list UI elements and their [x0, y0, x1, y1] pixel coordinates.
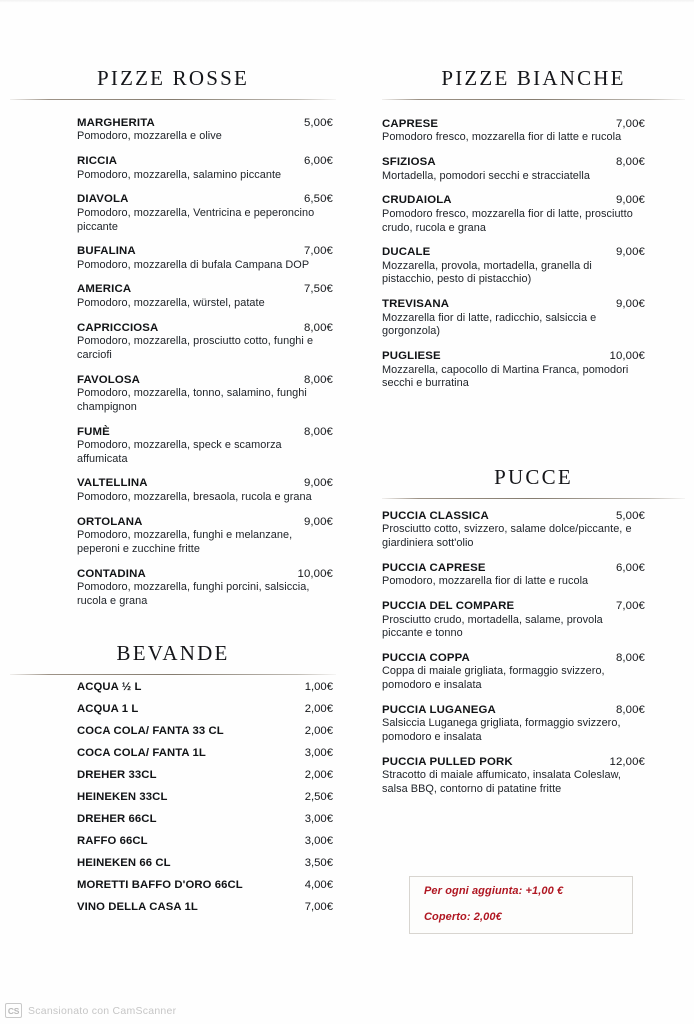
section-pizze-rosse-header [10, 66, 336, 100]
menu-item [77, 155, 333, 182]
menu-item-row [77, 516, 333, 529]
menu-list-bevande [77, 681, 333, 923]
menu-item [382, 118, 645, 145]
menu-item-row [382, 756, 645, 769]
menu-item-price: 5,00€ [615, 510, 645, 522]
section-title-bevande: BEVANDE [116, 641, 230, 665]
menu-item-price: 10,00€ [297, 567, 333, 580]
menu-item [77, 193, 333, 234]
menu-item [77, 516, 333, 557]
drink-price: 3,50€ [304, 857, 333, 869]
drink-price: 2,50€ [304, 791, 333, 803]
drink-row [77, 681, 333, 693]
menu-item-description: Mozzarella, provola, mortadella, granella di pistacchio, pesto di pistacchio) [382, 259, 592, 286]
drink-price: 2,00€ [304, 703, 333, 715]
menu-item-row [382, 298, 645, 311]
menu-list-pizze-bianche [382, 118, 645, 402]
menu-item-row [77, 155, 333, 168]
menu-item [382, 652, 645, 693]
drink-row [77, 791, 333, 803]
menu-item-description: Pomodoro, mozzarella e olive [77, 130, 222, 143]
menu-item [382, 704, 645, 745]
section-title-pucce: PUCCE [494, 465, 573, 489]
menu-item [77, 374, 333, 415]
menu-item [382, 246, 645, 287]
menu-item-row [77, 374, 333, 387]
menu-item-row [382, 562, 645, 575]
section-rule-pizze-rosse [10, 99, 336, 100]
drink-row [77, 725, 333, 737]
menu-item-description: Pomodoro, mozzarella, funghi porcini, salsiccia, rucola e grana [77, 581, 310, 607]
menu-item-row [77, 426, 333, 439]
menu-item-name: BUFALINA [77, 245, 136, 258]
menu-item-description: Mozzarella, capocollo di Martina Franca, pomodori secchi e burratina [382, 363, 629, 390]
menu-item-description: Pomodoro, mozzarella, speck e scamorza affumicata [77, 438, 282, 465]
menu-item-description: Prosciutto cotto, svizzero, salame dolce/piccante, e giardiniera sott'olio [382, 523, 632, 550]
section-rule-pizze-bianche [382, 99, 685, 100]
surcharge-note-box [409, 876, 633, 934]
menu-item-price: 9,00€ [303, 515, 333, 528]
menu-item-description: Pomodoro fresco, mozzarella fior di latte, prosciutto crudo, rucola e grana [382, 207, 633, 234]
menu-item-description: Coppa di maiale grigliata, formaggio svizzero, pomodoro e insalata [382, 665, 605, 692]
menu-item-name: FUMÈ [77, 425, 110, 438]
menu-item-row [77, 477, 333, 490]
drink-price: 2,00€ [304, 725, 333, 737]
menu-item-row [77, 117, 333, 130]
drink-name: MORETTI BAFFO D'ORO 66CL [77, 879, 243, 891]
menu-item-name: CAPRESE [382, 118, 439, 130]
drink-price: 3,00€ [304, 835, 333, 847]
menu-item [77, 322, 333, 363]
menu-item-name: PUGLIESE [382, 350, 441, 363]
drink-row [77, 857, 333, 869]
menu-item-description: Pomodoro, mozzarella, funghi e melanzane, peperoni e zucchine fritte [77, 529, 293, 555]
drink-price: 7,00€ [304, 901, 333, 913]
drink-name: VINO DELLA CASA 1L [77, 901, 198, 913]
drink-name: COCA COLA/ FANTA 1L [77, 747, 206, 759]
drink-row [77, 747, 333, 759]
section-bevande-header [10, 641, 336, 675]
menu-item-row [77, 322, 333, 335]
menu-item-name: TREVISANA [382, 298, 450, 311]
menu-item-row [382, 350, 645, 363]
menu-item-price: 7,50€ [303, 283, 333, 296]
drink-row [77, 769, 333, 781]
menu-item-name: MARGHERITA [77, 117, 155, 129]
menu-item [77, 245, 333, 272]
drink-price: 3,00€ [304, 813, 333, 825]
menu-item-price: 9,00€ [615, 246, 645, 259]
menu-item-description: Mozzarella fior di latte, radicchio, salsiccia e gorgonzola) [382, 311, 597, 338]
menu-item-name: CRUDAIOLA [382, 194, 452, 207]
menu-item [382, 562, 645, 589]
menu-item-price: 7,00€ [615, 600, 645, 613]
section-rule-bevande [10, 674, 336, 675]
drink-row [77, 813, 333, 825]
menu-item-row [382, 156, 645, 169]
menu-item-row [77, 193, 333, 206]
menu-item-row [382, 704, 645, 717]
menu-item-row [382, 652, 645, 665]
menu-item [77, 283, 333, 310]
menu-item-name: PUCCIA LUGANEGA [382, 703, 496, 716]
drink-row [77, 879, 333, 891]
drink-row [77, 835, 333, 847]
section-title-pizze-rosse: PIZZE ROSSE [97, 66, 249, 90]
drink-price: 3,00€ [304, 747, 333, 759]
menu-item-description: Mortadella, pomodori secchi e stracciatella [382, 169, 590, 182]
drink-name: ACQUA ½ L [77, 681, 142, 693]
camscanner-watermark [5, 1003, 176, 1018]
menu-item-name: DUCALE [382, 246, 431, 259]
menu-item [77, 117, 333, 144]
menu-item [382, 350, 645, 391]
menu-item-description: Pomodoro, mozzarella, salamino piccante [77, 168, 282, 181]
note-line-coperto: Coperto: 2,00€ [424, 911, 502, 924]
menu-item-price: 8,00€ [303, 373, 333, 386]
menu-item-price: 6,00€ [615, 561, 645, 574]
menu-item [77, 477, 333, 504]
menu-item-row [77, 283, 333, 296]
section-pucce-header [382, 465, 685, 499]
menu-item-name: PUCCIA COPPA [382, 652, 470, 665]
menu-item-description: Salsiccia Luganega grigliata, formaggio svizzero, pomodoro e insalata [382, 717, 621, 744]
menu-item-name: DIAVOLA [77, 193, 129, 206]
menu-item-price: 9,00€ [615, 298, 645, 311]
menu-item-row [382, 246, 645, 259]
drink-name: DREHER 66CL [77, 813, 157, 825]
menu-item-price: 8,00€ [615, 156, 645, 169]
menu-list-pizze-rosse [77, 117, 333, 619]
drink-price: 1,00€ [304, 681, 333, 693]
menu-item-name: VALTELLINA [77, 477, 148, 490]
menu-item-price: 12,00€ [609, 755, 645, 768]
menu-item-price: 7,00€ [615, 118, 645, 130]
menu-item [382, 756, 645, 797]
menu-item-name: RICCIA [77, 155, 118, 168]
menu-item-row [382, 510, 645, 523]
section-title-pizze-bianche: PIZZE BIANCHE [441, 66, 626, 90]
drink-name: HEINEKEN 33CL [77, 791, 168, 803]
menu-item-price: 9,00€ [303, 477, 333, 490]
menu-item-description: Pomodoro, mozzarella fior di latte e rucola [382, 575, 589, 588]
menu-item-name: CONTADINA [77, 567, 146, 580]
menu-item [77, 568, 333, 609]
drink-name: COCA COLA/ FANTA 33 CL [77, 725, 224, 737]
menu-list-pucce [382, 510, 645, 808]
menu-item [77, 426, 333, 467]
camscanner-badge-icon: CS [5, 1003, 22, 1018]
menu-item [382, 298, 645, 339]
camscanner-label: Scansionato con CamScanner [28, 1004, 177, 1017]
menu-item-row [382, 118, 645, 131]
menu-item-description: Pomodoro, mozzarella, würstel, patate [77, 296, 265, 309]
menu-item-description: Prosciutto crudo, mortadella, salame, provola piccante e tonno [382, 613, 603, 640]
menu-item-row [382, 600, 645, 613]
drink-name: DREHER 33CL [77, 769, 157, 781]
menu-item-description: Stracotto di maiale affumicato, insalata Coleslaw, salsa BBQ, contorno di patatine fritte [382, 769, 621, 796]
right-column [347, 0, 694, 1024]
menu-item-name: PUCCIA PULLED PORK [382, 755, 513, 768]
menu-item-price: 8,00€ [303, 321, 333, 334]
menu-item [382, 600, 645, 641]
section-pizze-bianche-header [382, 66, 685, 100]
note-line-aggiunta: Per ogni aggiunta: +1,00 € [424, 885, 564, 897]
menu-item-name: PUCCIA CAPRESE [382, 561, 486, 574]
menu-item-price: 8,00€ [615, 703, 645, 716]
menu-item [382, 194, 645, 235]
menu-item-description: Pomodoro fresco, mozzarella fior di latte e rucola [382, 131, 622, 144]
menu-item-name: PUCCIA DEL COMPARE [382, 600, 515, 613]
drink-name: ACQUA 1 L [77, 703, 139, 715]
drink-row [77, 901, 333, 913]
menu-item-name: PUCCIA CLASSICA [382, 510, 489, 522]
menu-item-description: Pomodoro, mozzarella, bresaola, rucola e grana [77, 490, 312, 503]
menu-item-row [77, 568, 333, 581]
menu-item-price: 9,00€ [615, 194, 645, 207]
menu-item [382, 510, 645, 551]
menu-item-price: 10,00€ [609, 350, 645, 363]
menu-item [382, 156, 645, 183]
menu-item-price: 6,50€ [303, 193, 333, 206]
drink-price: 2,00€ [304, 769, 333, 781]
menu-item-price: 6,00€ [303, 155, 333, 168]
menu-item-price: 8,00€ [303, 425, 333, 438]
drink-row [77, 703, 333, 715]
section-rule-pucce [382, 498, 685, 499]
drink-price: 4,00€ [304, 879, 333, 891]
menu-item-description: Pomodoro, mozzarella, Ventricina e peperoncino piccante [77, 206, 315, 233]
menu-item-description: Pomodoro, mozzarella di bufala Campana DOP [77, 258, 310, 271]
menu-item-name: CAPRICCIOSA [77, 321, 159, 334]
drink-name: HEINEKEN 66 CL [77, 857, 171, 869]
drink-name: RAFFO 66CL [77, 835, 148, 847]
menu-item-name: ORTOLANA [77, 515, 143, 528]
menu-item-price: 7,00€ [303, 245, 333, 258]
menu-item-name: AMERICA [77, 283, 132, 296]
menu-item-name: FAVOLOSA [77, 373, 141, 386]
menu-item-row [77, 245, 333, 258]
menu-item-row [382, 194, 645, 207]
menu-item-description: Pomodoro, mozzarella, prosciutto cotto, funghi e carciofi [77, 335, 314, 361]
menu-item-price: 8,00€ [615, 652, 645, 665]
menu-item-description: Pomodoro, mozzarella, tonno, salamino, funghi champignon [77, 387, 307, 413]
menu-item-name: SFIZIOSA [382, 156, 436, 169]
menu-item-price: 5,00€ [303, 117, 333, 129]
